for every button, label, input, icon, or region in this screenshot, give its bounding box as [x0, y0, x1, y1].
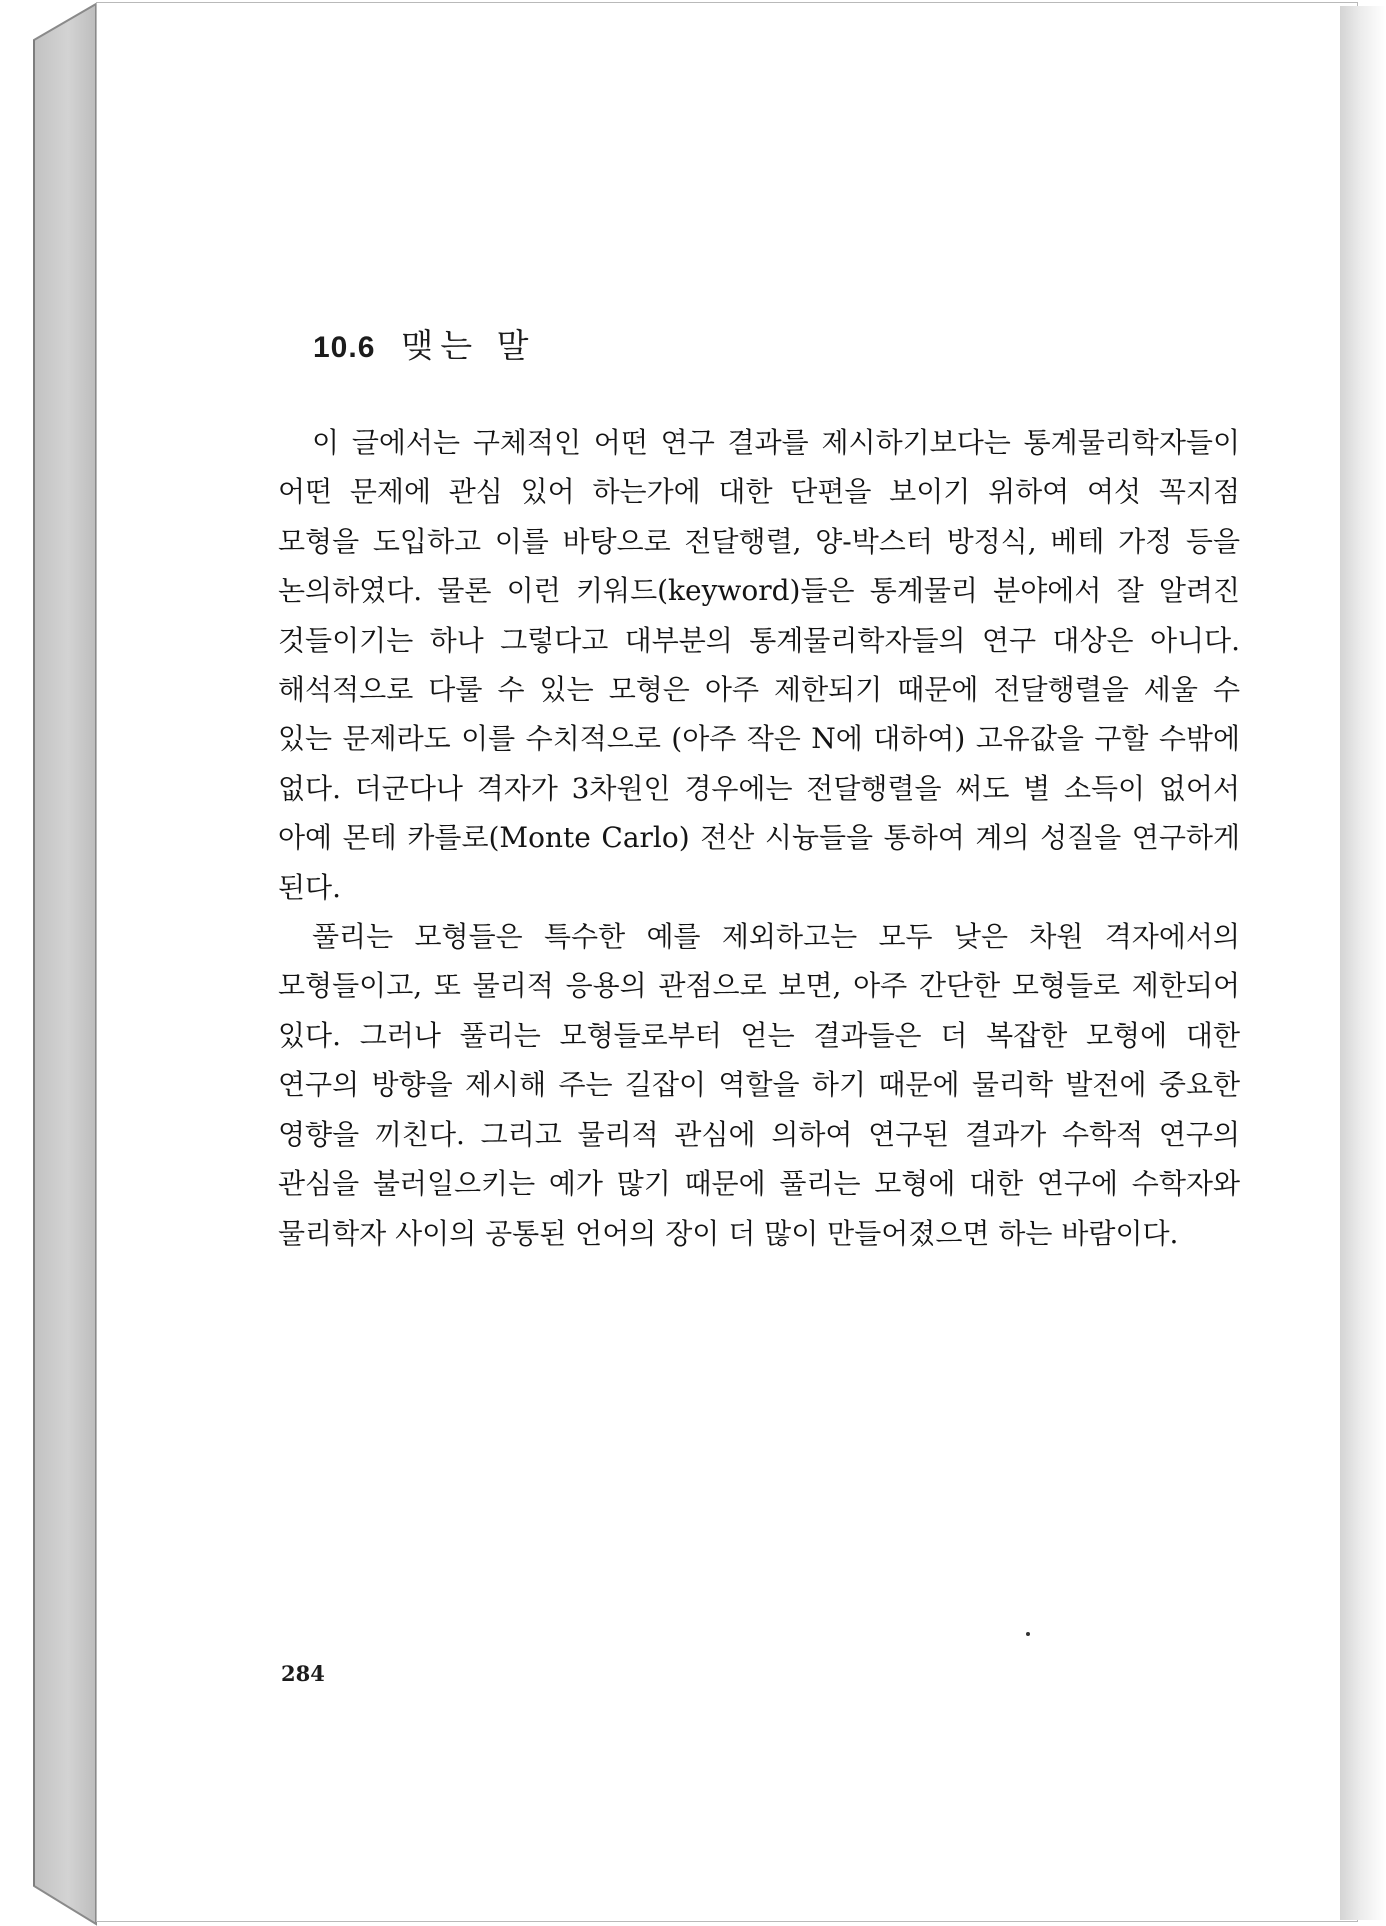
body-text — [278, 418, 1240, 1258]
book-spine-shape — [0, 0, 100, 1926]
section-title: 맺는 말 — [401, 326, 536, 365]
page-number: 284 — [281, 1661, 325, 1686]
book-spine — [0, 0, 100, 1926]
paragraph: 풀리는 모형들은 특수한 예를 제외하고는 모두 낮은 차원 격자에서의 모형들이고, 또 물리적 응용의 관점으로 보면, 아주 간단한 모형들로 제한되어 있다. 그러나 풀리는 모형들로부터 얻는 결과들은 더 복잡한 모형에 대한 연구의 방향을 제시해 주는 길잡이 역할을 하기 때문에 물리학 발전에 중요한 영향을 끼친다. 그리고 물리적 관심에 의하여 연구된 결과가 수학적 연구의 관심을 불러일으키는 예가 많기 때문에 풀리는 모형에 대한 연구에 수학자와 물리학자 사이의 공통된 언어의 장이 더 많이 만들어졌으면 하는 바람이다. — [278, 920, 1240, 1250]
section-number: 10.6 — [313, 331, 376, 364]
scan-speck — [1026, 1632, 1030, 1636]
paragraph: 이 글에서는 구체적인 어떤 연구 결과를 제시하기보다는 통계물리학자들이 어떤 문제에 관심 있어 하는가에 대한 단편을 보이기 위하여 여섯 꼭지점 모형을 도입하고 이를 바탕으로 전달행렬, 양-박스터 방정식, 베테 가정 등을 논의하였다. 물론 이런 키워드(keyword)들은 통계물리 분야에서 잘 알려진 것들이기는 하나 그렇다고 대부분의 통계물리학자들의 연구 대상은 아니다. 해석적으로 다룰 수 있는 모형은 아주 제한되기 때문에 전달행렬을 세울 수 있는 문제라도 이를 수치적으로 (아주 작은 N에 대하여) 고유값을 구할 수밖에 없다. 더군다나 격자가 3차원인 경우에는 전달행렬을 써도 별 소득이 없어서 아예 몬테 카를로(Monte Carlo) 전산 시늉들을 통하여 계의 성질을 연구하게 된다. — [278, 426, 1240, 904]
page-edge-shadow — [1340, 6, 1386, 1920]
section-heading — [313, 320, 536, 370]
